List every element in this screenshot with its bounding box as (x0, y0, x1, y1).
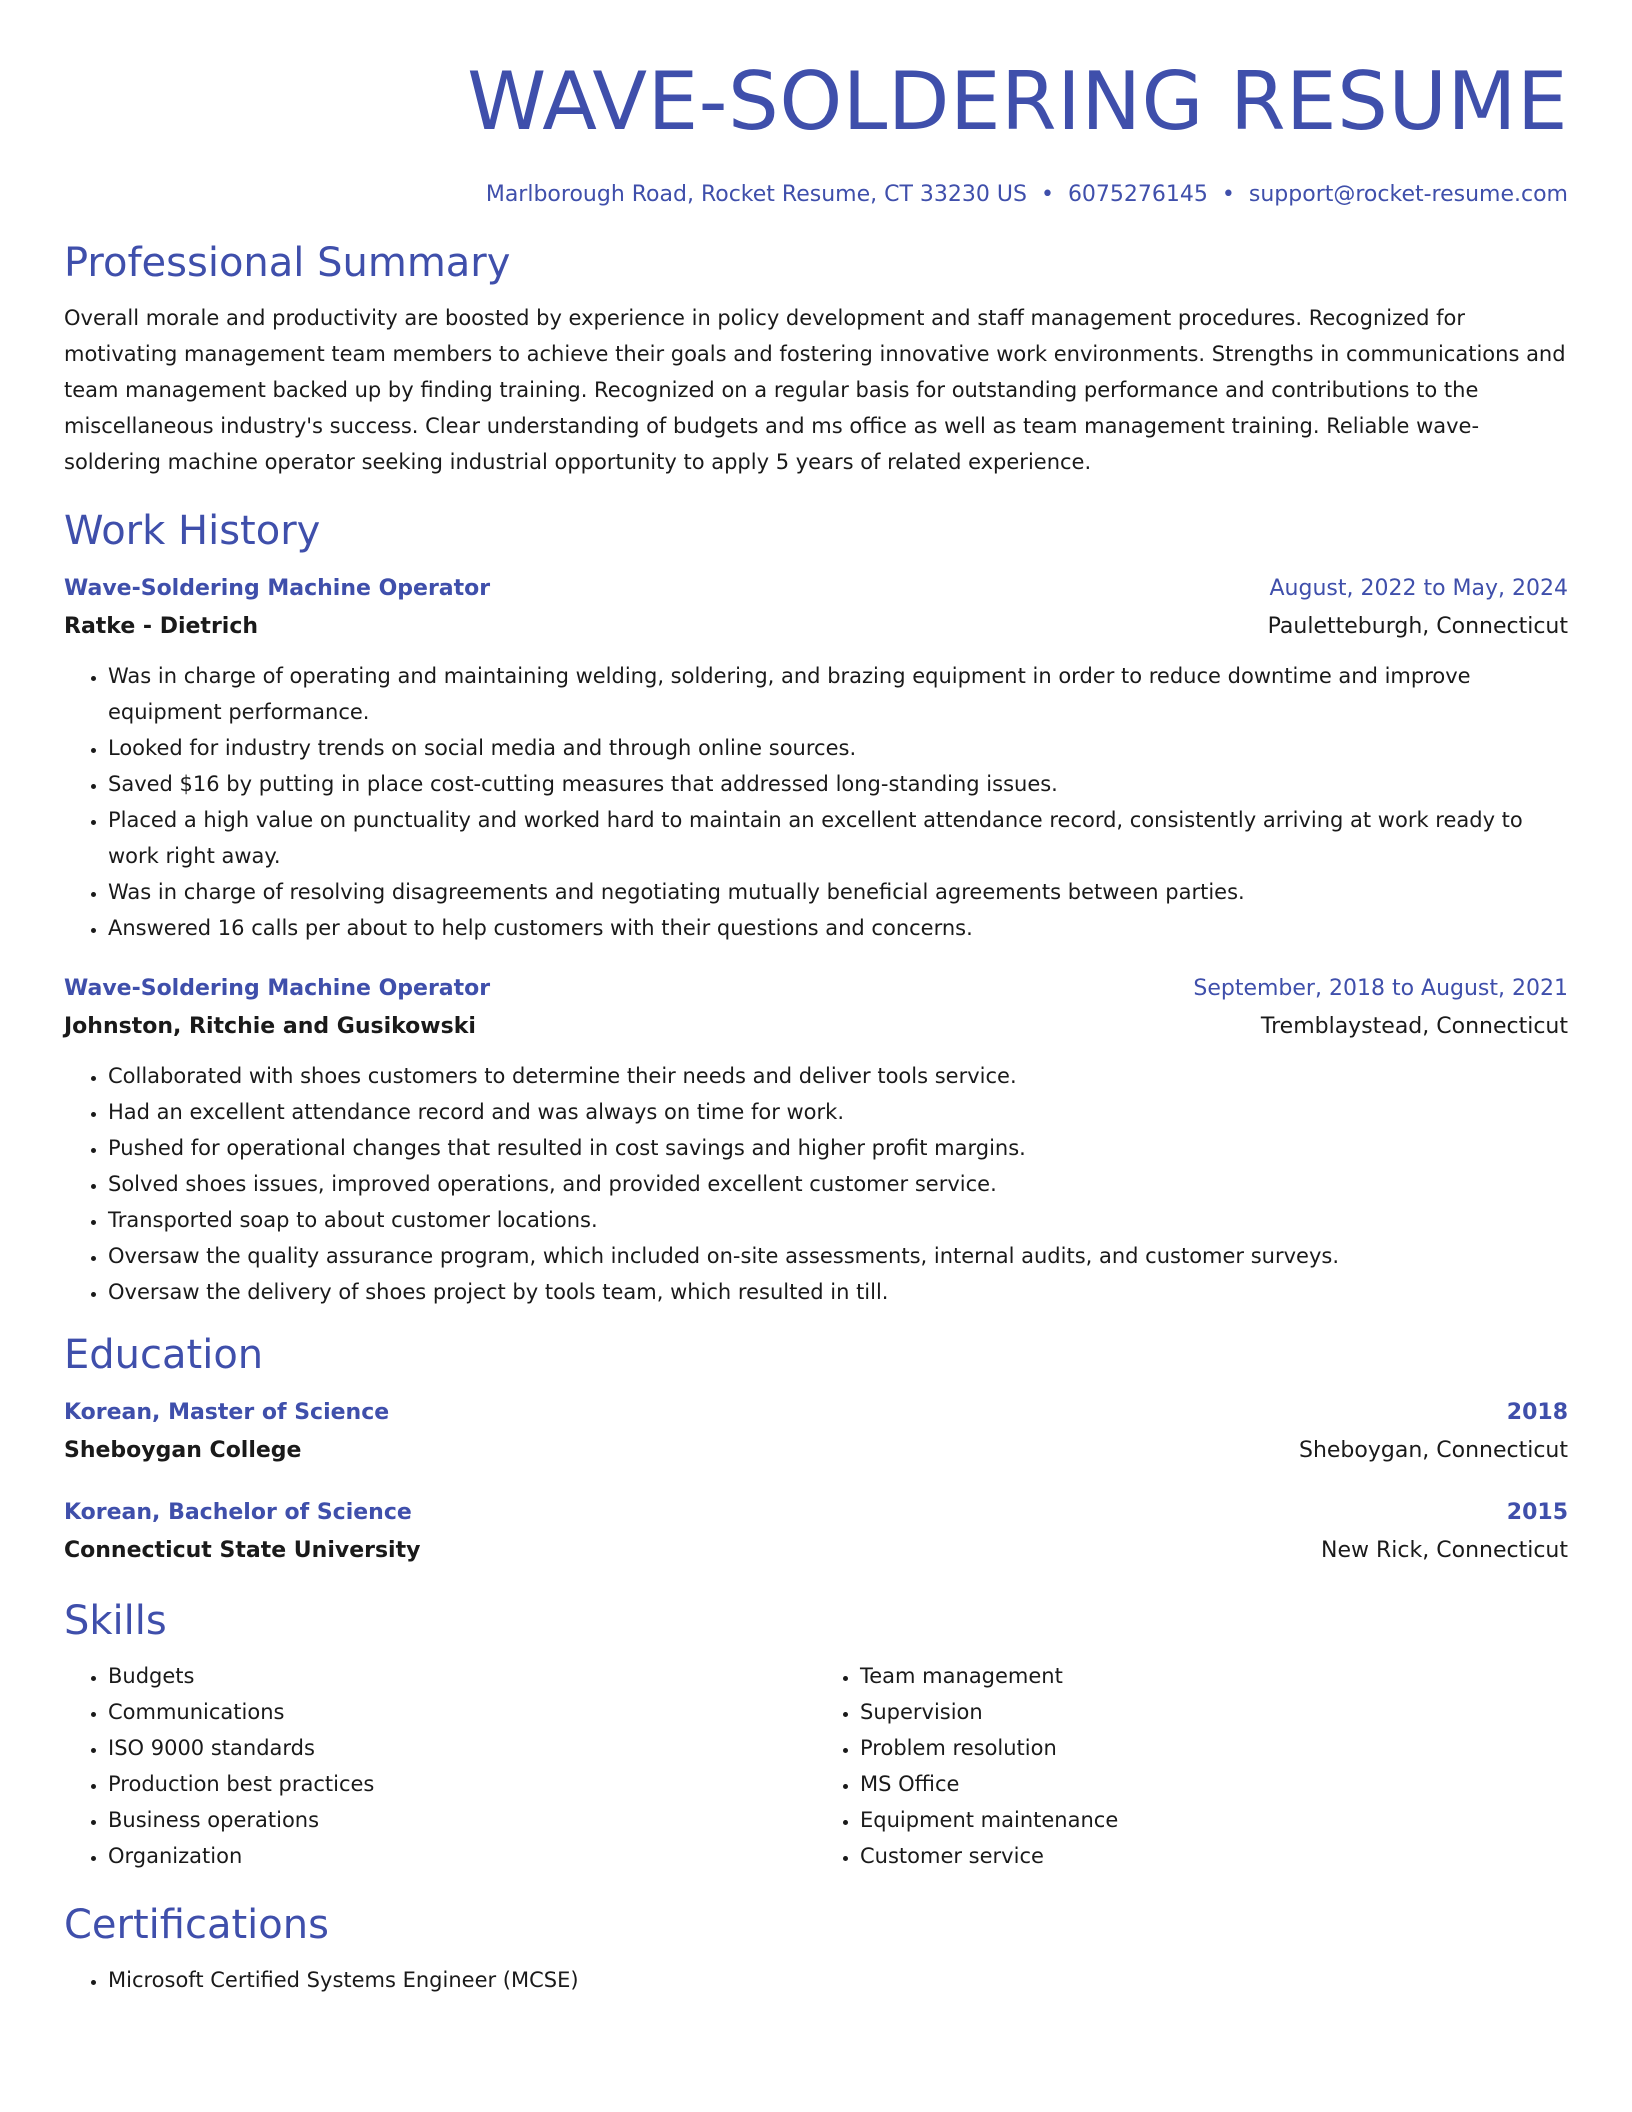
education-degree: Korean, Master of Science (64, 1400, 390, 1425)
education-school: Connecticut State University (64, 1538, 421, 1563)
skill-item: • Equipment maintenance (860, 1802, 1568, 1838)
job-bullet: • Placed a high value on punctuality and worked hard to maintain an excellent attendance record, consistently arriving at work ready to work right away. (108, 802, 1568, 874)
job-location: Pauletteburgh, Connecticut (1267, 614, 1568, 639)
job-bullet: • Oversaw the quality assurance program, which included on-site assessments, internal audits, and customer surveys. (108, 1238, 1568, 1274)
certifications-heading: Certifications (64, 1902, 329, 1948)
job-company-row (64, 1008, 1568, 1046)
job-location: Tremblaystead, Connecticut (1260, 1014, 1568, 1039)
job-bullets (64, 1058, 1568, 1310)
education-degree-row (64, 1494, 1568, 1532)
skill-item: • Organization (108, 1838, 816, 1874)
job-bullet: • Oversaw the delivery of shoes project by tools team, which resulted in till. (108, 1274, 1568, 1310)
education-location: New Rick, Connecticut (1321, 1538, 1568, 1563)
contact-phone: 6075276145 (1067, 182, 1208, 207)
summary-text: Overall morale and productivity are boosted by experience in policy development and staff management procedures. Recognized for motivating management team members to achieve their goals and fostering innovative work environments. Strengths in communications and team management backed up by finding training. Recognized on a regular basis for outstanding performance and contributions to the miscellaneous industry's success. Clear understanding of budgets and ms office as well as team management training. Reliable wave-soldering machine operator seeking industrial opportunity to apply 5 years of related experience. (64, 306, 1566, 474)
job-company: Ratke - Dietrich (64, 614, 259, 639)
education-school: Sheboygan College (64, 1438, 302, 1463)
skill-item: • Team management (860, 1658, 1568, 1694)
resume-header (64, 52, 1568, 210)
job-title: Wave-Soldering Machine Operator (64, 976, 491, 1001)
job-bullet: • Saved $16 by putting in place cost-cutting measures that addressed long-standing issues. (108, 766, 1568, 802)
job-bullet: • Was in charge of operating and maintaining welding, soldering, and brazing equipment in order to reduce downtime and improve equipment performance. (108, 658, 1568, 730)
job-bullet: • Collaborated with shoes customers to determine their needs and deliver tools service. (108, 1058, 1568, 1094)
job-bullet: • Solved shoes issues, improved operations, and provided excellent customer service. (108, 1166, 1568, 1202)
contact-separator: • (1040, 182, 1054, 207)
skill-item: • ISO 9000 standards (108, 1730, 816, 1766)
job-bullet: • Looked for industry trends on social media and through online sources. (108, 730, 1568, 766)
job-title-row (64, 570, 1568, 608)
skills-heading: Skills (64, 1598, 167, 1644)
education-heading: Education (64, 1332, 264, 1378)
job-company-row (64, 608, 1568, 646)
skill-item: • Production best practices (108, 1766, 816, 1802)
job-company: Johnston, Ritchie and Gusikowski (64, 1014, 476, 1039)
job-title-row (64, 970, 1568, 1008)
education-school-row (64, 1532, 1568, 1570)
job-bullet: • Had an excellent attendance record and was always on time for work. (108, 1094, 1568, 1130)
education-year: 2018 (1506, 1400, 1568, 1425)
resume-name: WAVE-SOLDERING RESUME (467, 55, 1568, 148)
job-dates: August, 2022 to May, 2024 (1269, 576, 1568, 601)
job-bullets (64, 658, 1568, 946)
skill-item: • Business operations (108, 1802, 816, 1838)
education-location: Sheboygan, Connecticut (1298, 1438, 1568, 1463)
education-entry (64, 1394, 1568, 1470)
education-section (64, 1330, 1568, 1570)
contact-separator: • (1221, 182, 1235, 207)
certification-item: • Microsoft Certified Systems Engineer (MCSE) (108, 1962, 1568, 1998)
skill-item: • Communications (108, 1694, 816, 1730)
certifications-section (64, 1900, 1568, 1998)
education-year: 2015 (1506, 1500, 1568, 1525)
job-bullet: • Was in charge of resolving disagreements and negotiating mutually beneficial agreements between parties. (108, 874, 1568, 910)
contact-address: Marlborough Road, Rocket Resume, CT 33230 US (485, 182, 1027, 207)
job-bullet: • Transported soap to about customer locations. (108, 1202, 1568, 1238)
skills-list-left (64, 1658, 816, 1874)
job-title: Wave-Soldering Machine Operator (64, 576, 491, 601)
skill-item: • MS Office (860, 1766, 1568, 1802)
contact-line (64, 180, 1568, 210)
job-bullet: • Answered 16 calls per about to help customers with their questions and concerns. (108, 910, 1568, 946)
skills-list-right (816, 1658, 1568, 1874)
summary-heading: Professional Summary (64, 240, 511, 286)
work-history-heading: Work History (64, 508, 321, 554)
skill-item: • Supervision (860, 1694, 1568, 1730)
job-dates: September, 2018 to August, 2021 (1193, 976, 1568, 1001)
contact-email[interactable]: support@rocket-resume.com (1248, 182, 1568, 207)
job-bullet: • Pushed for operational changes that resulted in cost savings and higher profit margins. (108, 1130, 1568, 1166)
skills-columns (64, 1658, 1568, 1874)
education-degree: Korean, Bachelor of Science (64, 1500, 412, 1525)
summary-section (64, 238, 1568, 480)
certifications-list (64, 1962, 1568, 1998)
work-history-section (64, 506, 1568, 1310)
education-school-row (64, 1432, 1568, 1470)
skill-item: • Budgets (108, 1658, 816, 1694)
skill-item: • Customer service (860, 1838, 1568, 1874)
education-entry (64, 1494, 1568, 1570)
education-degree-row (64, 1394, 1568, 1432)
skill-item: • Problem resolution (860, 1730, 1568, 1766)
skills-section (64, 1596, 1568, 1874)
job-entry (64, 970, 1568, 1310)
job-entry (64, 570, 1568, 946)
